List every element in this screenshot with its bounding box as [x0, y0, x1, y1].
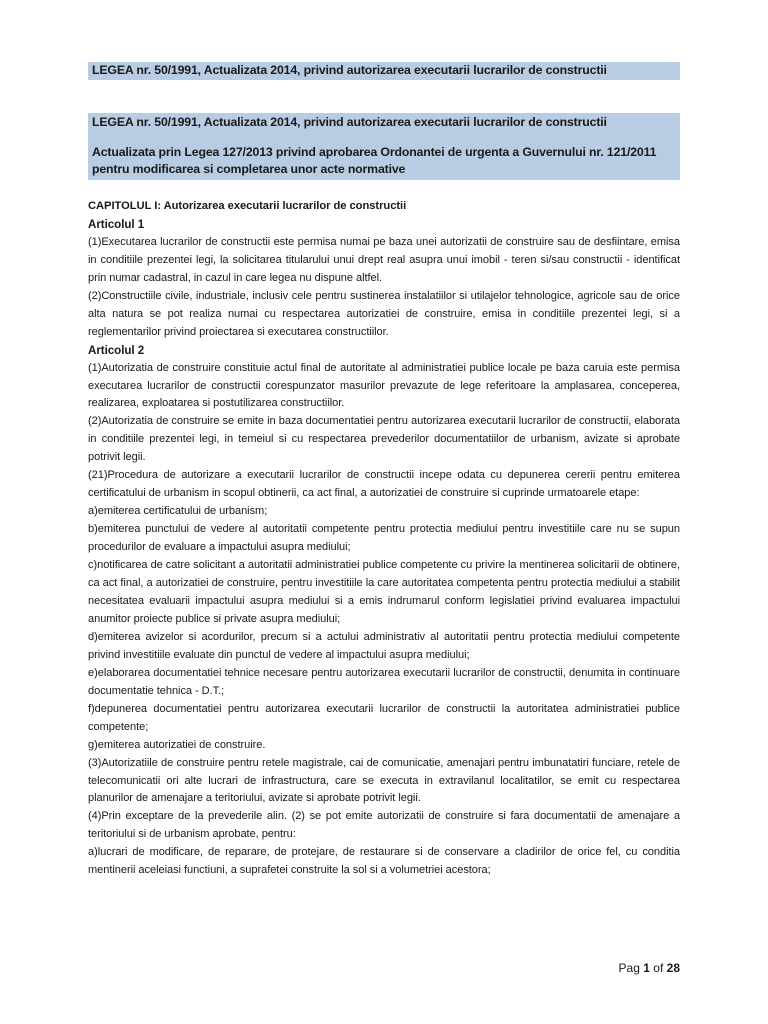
header-subtitle: Actualizata prin Legea 127/2013 privind aprobarea Ordonantei de urgenta a Guvernului nr. 121/2011 pentru modificarea si completarea unor acte normative — [92, 145, 657, 176]
article-1-paragraph-2: (2)Constructiile civile, industriale, inclusiv cele pentru sustinerea instalatiilor si utilajelor tehnologice, agricole sau de orice alta natura se pot realiza numai cu respectarea autorizatiei de construire, emisa in conditiile prezentei legi, si a reglementarilor privind proiectarea si executarea constructiilor. — [88, 289, 680, 338]
article-2-item-d: d)emiterea avizelor si acordurilor, precum si a actului administrativ al autoritatii pentru protectia mediului competente privind investitiile evaluate din punctul de vedere al impactului asupra mediului; — [88, 630, 680, 661]
article-2-paragraph-4-item-a: a)lucrari de modificare, de reparare, de protejare, de restaurare si de conservare a cladirilor de orice fel, cu conditia mentinerii aceleiasi functiuni, a suprafetei construite la sol si a volumetriei acestora; — [88, 846, 680, 877]
current-page: 1 — [643, 961, 650, 975]
article-2-paragraph-4: (4)Prin exceptare de la prevederile alin. (2) se pot emite autorizatii de construire si fara documentatii de amenajare a teritoriului si de urbanism aprobate, pentru: — [88, 810, 680, 841]
page-number — [619, 961, 680, 975]
header-title-top: LEGEA nr. 50/1991, Actualizata 2014, privind autorizarea executarii lucrarilor de constructii — [92, 63, 607, 77]
page-label: Pag — [618, 961, 640, 975]
article-2-paragraph-1: (1)Autorizatia de construire constituie actul final de autoritate al administratiei publice locale pe baza caruia este permisa executarea lucrarilor de constructii corespunzator masurilor prevazute de lege referitoare la amplasarea, conceperea, realizarea, exploatarea si postutilizarea constructiilor. — [88, 361, 680, 410]
of-label: of — [653, 961, 664, 975]
article-2-paragraph-3: (3)Autorizatiile de construire pentru retele magistrale, cai de comunicatie, amenajari pentru imbunatatiri funciare, retele de telecomunicatii ori alte lucrari de infrastructura, care se executa in extravilanul localitatilor, se emit cu respectarea planurilor de amenajare a teritoriului, avizate si aprobate potrivit legii. — [88, 756, 680, 805]
article-2-title: Articolul 2 — [88, 343, 145, 357]
article-2-item-b: b)emiterea punctului de vedere al autoritatii competente pentru protectia mediului pentru investitiile care nu se supun procedurilor de evaluare a impactului asupra mediului; — [88, 523, 680, 554]
article-2-item-a: a)emiterea certificatului de urbanism; — [88, 505, 268, 518]
total-pages: 28 — [666, 961, 680, 975]
article-1-title: Articolul 1 — [88, 217, 145, 231]
header-title-main: LEGEA nr. 50/1991, Actualizata 2014, privind autorizarea executarii lucrarilor de constructii — [92, 115, 607, 129]
document-body — [88, 198, 680, 880]
article-2-item-f: f)depunerea documentatiei pentru autorizarea executarii lucrarilor de constructii la autoritatea administratiei publice competente; — [88, 702, 680, 733]
article-2-item-g: g)emiterea autorizatiei de construire. — [88, 738, 266, 751]
article-2-paragraph-21: (21)Procedura de autorizare a executarii lucrarilor de constructii incepe odata cu depunerea cererii pentru emiterea certificatului de urbanism in scopul obtinerii, ca act final, a autorizatiei de construire si cuprinde urmatoarele etape: — [88, 469, 680, 500]
header-band-top — [88, 62, 680, 80]
article-1-paragraph-1: (1)Executarea lucrarilor de constructii este permisa numai pe baza unei autorizatii de construire sau de desfiintare, emisa in conditiile prezentei legi, la solicitarea titularului unui drept real asupra unui imobil - teren si/sau constructii - identificat prin numar cadastral, in cazul in care legea nu dispune altfel. — [88, 235, 680, 284]
article-2-item-e: e)elaborarea documentatiei tehnice necesare pentru autorizarea executarii lucrarilor de constructii, denumita in continuare documentatie tehnica - D.T.; — [88, 666, 680, 697]
article-2-item-c: c)notificarea de catre solicitant a autoritatii administratiei publice competente cu privire la mentinerea solicitarii de obtinere, ca act final, a autorizatiei de construire, pentru investitiile la care autoritatea competenta pentru protectia mediului a stabilit necesitatea evaluarii impactului asupra mediului si a emis indrumarul conform legislatiei privind evaluarea impactului anumitor proiecte publice si private asupra mediului; — [88, 559, 680, 625]
header-band-main — [88, 113, 680, 180]
chapter-heading: CAPITOLUL I: Autorizarea executarii lucrarilor de constructii — [88, 200, 407, 212]
article-2-paragraph-2: (2)Autorizatia de construire se emite in baza documentatiei pentru autorizarea executarii lucrarilor de constructii, elaborata in conditiile prezentei legi, in temeiul si cu respectarea prevederilor documentatiilor de urbanism, avizate si aprobate potrivit legii. — [88, 415, 680, 464]
